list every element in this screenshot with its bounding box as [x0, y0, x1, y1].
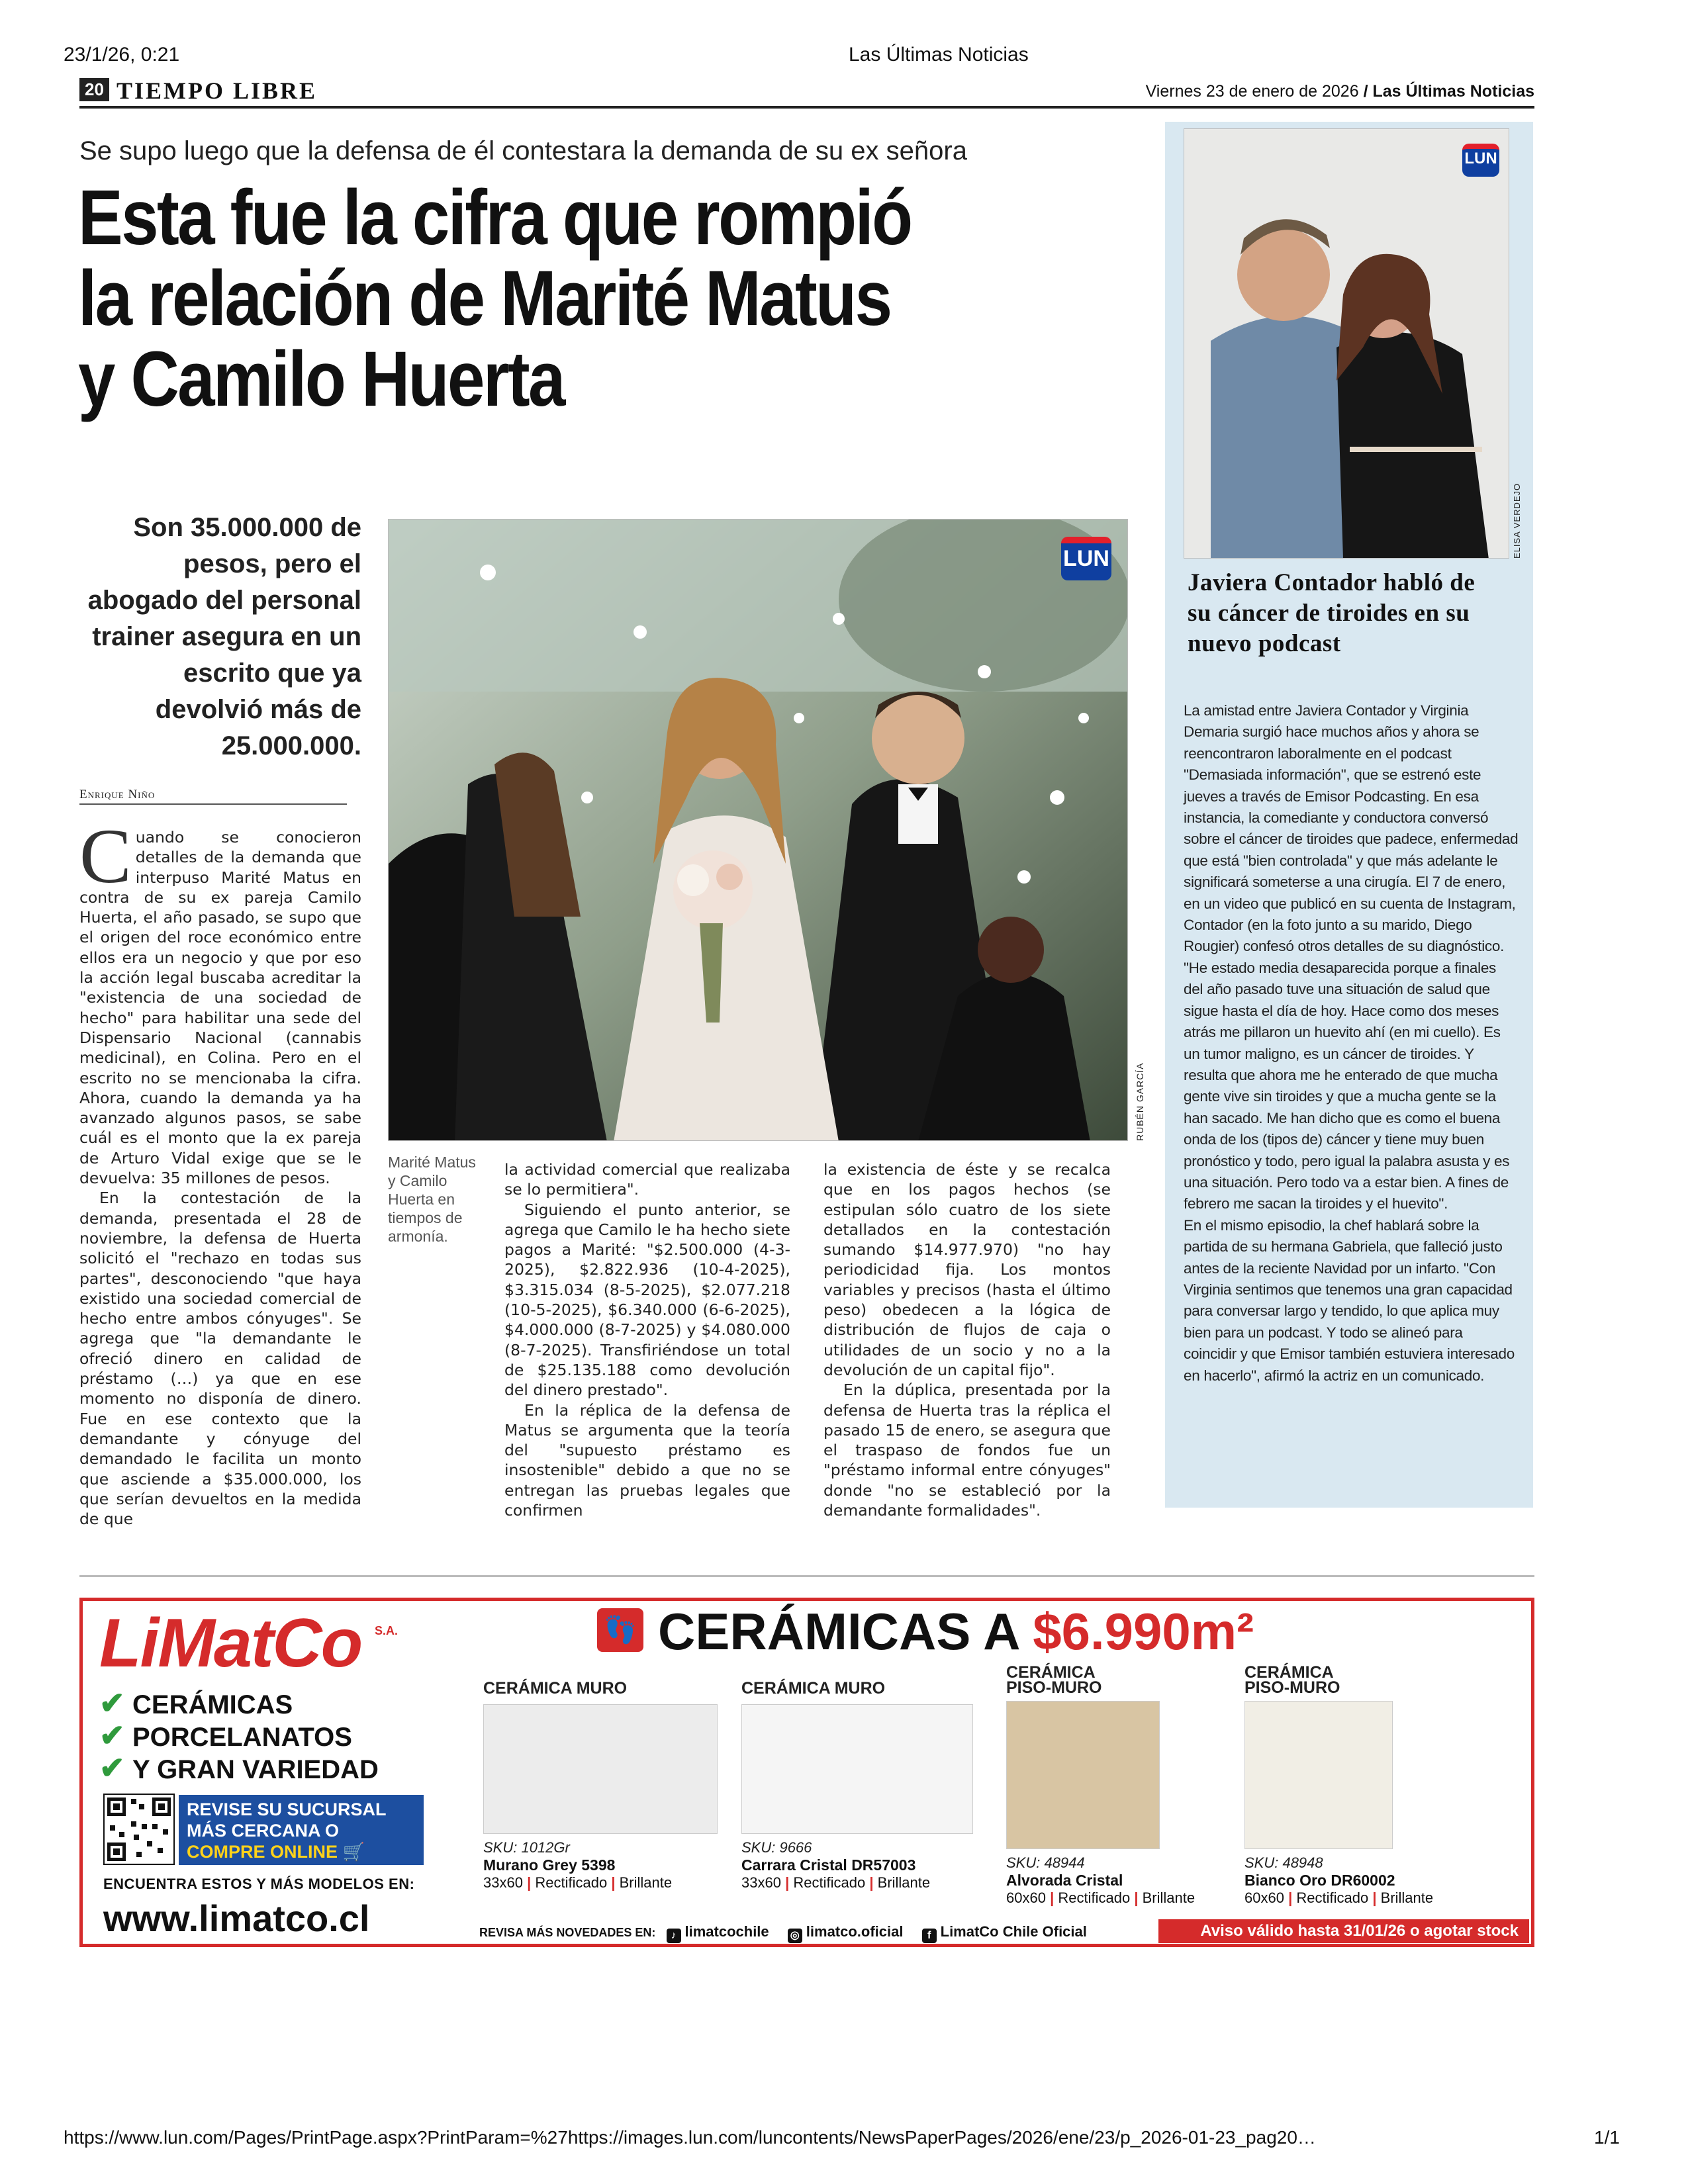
social-facebook[interactable]: f LimatCo Chile Oficial [922, 1923, 1087, 1940]
sidebar-paragraph: La amistad entre Javiera Contador y Virginia Demaria surgió hace muchos años y ahora se reencontraron laboralmente en el podcast "Demasiada información", que se estrenó este jueves a través de Emisor Podcasting. En esa instancia, la comediante y conductora conversó sobre el cáncer de tiroides que padece, enfermedad que está "bien controlada" y que más adelante le significará someterse a una cirugía. El 7 de enero, en un video que publicó en su cuenta de Instagram, Contador (en la foto junto a su marido, Diego Rougier) confesó otros detalles de su diagnóstico. "He estado media desaparecida porque a finales del año pasado tuve una situación de salud que sigue hasta el día de hoy. Hace como dos meses atrás me pillaron un huevito ahí (en mi cuello). Es un tumor maligno, es un cáncer de tiroides. Y resulta que ahora me he enterado de que mucha gente vive sin tiroides y que a mucha gente se la han sacado. Me han dicho que es como el buena onda de los (tipos de) cáncer y tiene muy buen pronóstico y todo, pero igual la palabra asusta y es una situación. Pero todo va a estar bien. A fines de febrero me sacan la tiroides y el huevito". [1184, 702, 1519, 1212]
sidebar-paragraph: En el mismo episodio, la chef hablará sobre la partida de su hermana Gabriela, que falleció justo antes de la reciente Navidad por un infarto. "Con Virginia sentimos que tenemos una gran capacidad para conversar largo y tendido, lo que aplica muy bien para un podcast. Y todo se alineó para coincidir y que Emisor también estuviera interesado en hacerlo", afirmó la actriz en un comunicado. [1184, 1216, 1515, 1384]
main-photo [388, 519, 1128, 1141]
headline-line: y Camilo Huerta [78, 336, 564, 423]
print-footer-url[interactable]: https://www.lun.com/Pages/PrintPage.aspx?PrintParam=%27https://images.lun.com/luncontents/NewsPaperPages/2026/ene/23/p_2026-01-23_pag20… [64, 2127, 1316, 2148]
article-paragraph: la existencia de éste y se recalca que en los pagos hechos (se estipulan sólo cuatro de los siete detallados en la contestación sumando $14.977.970) "no hay periodicidad fija. Los montos variables y precisos (hasta el último peso) obedecen a la lógica de distribución de flujos de caja o utilidades de un socio y no a la devolución de un capital fijo". [823, 1160, 1111, 1379]
product-sku: SKU: 48944 [1006, 1854, 1085, 1871]
sidebar-lun-badge: LUN [1462, 144, 1499, 177]
social-tiktok[interactable]: ♪ limatcochile [667, 1923, 769, 1940]
product-name: Carrara Cristal DR57003 [741, 1856, 916, 1874]
product-spec: 60x60 | Rectificado | Brillante [1244, 1889, 1434, 1906]
product-spec: 60x60 | Rectificado | Brillante [1006, 1889, 1196, 1906]
header-date: Viernes 23 de enero de 2026 [1145, 82, 1359, 101]
photo-credit: RUBÉN GARCÍA [1135, 1062, 1145, 1141]
product-card[interactable] [741, 1665, 980, 1891]
cart-icon: 🛒 [342, 1842, 365, 1862]
headline-line: la relación de Marité Matus [78, 255, 891, 342]
article-paragraph: En la contestación de la demanda, presentada el 28 de noviembre, la defensa de Huerta solicitó el "rechazo en todas sus partes", desconociendo "que haya existido una sociedad comercial de hecho entre ambos cónyuges". Se agrega que "la demandante le ofreció dinero en calidad de préstamo (…) ya que en ese momento no disponía de dinero. Fue en ese contexto que la demandante y cónyuge del demandado le facilita un monto que asciende a $35.000.000, los que serían devueltos en la medida de que [79, 1189, 361, 1529]
photo-caption: Marité Matus y Camilo Huerta en tiempos de armonía. [388, 1154, 476, 1245]
facebook-icon: f [922, 1929, 937, 1943]
ad-logo-suffix: S.A. [375, 1624, 399, 1637]
headline-line: Esta fue la cifra que rompió [78, 174, 912, 261]
product-type: CERÁMICA PISO-MURO [1006, 1663, 1102, 1697]
sidebar-title: Javiera Contador habló de su cáncer de tiroides en su nuevo podcast [1188, 569, 1476, 657]
footprint-icon: 👣 [597, 1608, 643, 1652]
header-separator: / [1363, 82, 1368, 101]
article-paragraph: En la réplica de la defensa de Matus se argumenta que la teoría del "supuesto préstamo es insostenible" debido a que no se entregan las pruebas legales que confirmen [504, 1400, 790, 1520]
article-paragraph: la actividad comercial que realizaba se lo permitiera". [504, 1160, 790, 1199]
ad-validity: Aviso válido hasta 31/01/26 o agotar stock [1158, 1919, 1529, 1943]
ad-store-callout[interactable] [179, 1795, 424, 1865]
ad-headline-text: CERÁMICAS A [658, 1602, 1033, 1661]
product-name: Bianco Oro DR60002 [1244, 1872, 1395, 1889]
couple-photo-illustration [1184, 129, 1509, 559]
sidebar-photo [1184, 128, 1509, 559]
header-date-line [1146, 82, 1534, 101]
callout-line: COMPRE ONLINE 🛒 [187, 1842, 365, 1862]
article-headline [78, 174, 1046, 423]
product-sku: SKU: 48948 [1244, 1854, 1323, 1871]
article-column-3 [823, 1160, 1111, 1520]
product-name: Alvorada Cristal [1006, 1872, 1123, 1889]
checklist-item: ✔ PORCELANATOS [99, 1718, 352, 1752]
print-datetime: 23/1/26, 0:21 [64, 44, 180, 66]
article-byline: Enrique Niño [79, 788, 156, 801]
checklist-item: ✔ Y GRAN VARIEDAD [99, 1751, 379, 1785]
header-paper-name: Las Últimas Noticias [1372, 82, 1534, 101]
article-kicker: Se supo luego que la defensa de él contestara la demanda de su ex señora [79, 136, 967, 165]
article-column-2 [504, 1160, 790, 1520]
product-type: CERÁMICA MURO [483, 1679, 628, 1698]
callout-line: REVISE SU SUCURSAL [187, 1799, 387, 1819]
product-tile-swatch [1006, 1701, 1160, 1849]
ad-checklist [99, 1688, 379, 1785]
article-paragraph: Siguiendo el punto anterior, se agrega que Camilo le ha hecho siete pagos a Marité: "$2.500.000 (4-3-2025), $2.822.936 (10-4-2025), $3.315.034 (8-5-2025), $2.077.218 (10-5-2025), $6.340.000 (6-6-2025), $4.000.000 (8-7-2025) y $4.080.000 (8-7-2025). Transfiriéndose un total de $25.135.188 como devolución del dinero prestado". [504, 1200, 790, 1400]
ad-url[interactable]: www.limatco.cl [103, 1897, 370, 1939]
product-name: Murano Grey 5398 [483, 1856, 616, 1874]
article-column-1 [79, 813, 361, 1529]
product-type: CERÁMICA PISO-MURO [1244, 1663, 1340, 1697]
check-icon: ✔ [99, 1686, 125, 1720]
checklist-item: ✔ CERÁMICAS [99, 1686, 293, 1720]
instagram-icon: ◎ [788, 1929, 802, 1943]
wedding-photo-illustration [389, 520, 1128, 1141]
callout-line: MÁS CERCANA O [187, 1821, 340, 1841]
product-type: CERÁMICA MURO [741, 1679, 886, 1698]
qr-code-icon[interactable] [103, 1794, 175, 1865]
product-card[interactable] [1244, 1665, 1470, 1907]
header-rule [79, 106, 1534, 109]
byline-rule [79, 803, 347, 805]
product-tile-swatch [483, 1704, 718, 1834]
product-tile-swatch [1244, 1701, 1393, 1849]
product-sku: SKU: 1012Gr [483, 1839, 570, 1856]
page-number: 20 [79, 78, 109, 101]
tiktok-icon: ♪ [667, 1929, 681, 1943]
product-tile-swatch [741, 1704, 973, 1834]
sidebar-body [1184, 700, 1519, 1387]
ad-separator [79, 1575, 1534, 1577]
ad-logo: LiMatCo [99, 1605, 362, 1682]
lun-badge: LUN [1061, 537, 1111, 580]
social-label: REVISA MÁS NOVEDADES EN: [479, 1926, 656, 1939]
product-spec: 33x60 | Rectificado | Brillante [741, 1874, 931, 1891]
check-icon: ✔ [99, 1718, 125, 1752]
sidebar-photo-credit: ELISA VERDEJO [1512, 482, 1522, 559]
ad-find-text: ENCUENTRA ESTOS Y MÁS MODELOS EN: [103, 1876, 415, 1892]
section-name: TIEMPO LIBRE [117, 77, 318, 104]
print-site-title: Las Últimas Noticias [849, 44, 1029, 66]
product-card[interactable] [1006, 1665, 1231, 1907]
product-spec: 33x60 | Rectificado | Brillante [483, 1874, 673, 1891]
ad-headline [658, 1602, 1254, 1662]
product-card[interactable] [483, 1665, 722, 1891]
article-deck: Son 35.000.000 de pesos, pero el abogado del personal trainer asegura en un escrito que ya devolvió más de 25.000.000. [87, 513, 361, 760]
ad-price: $6.990m² [1033, 1602, 1254, 1661]
ad-social-row [479, 1923, 1087, 1943]
check-icon: ✔ [99, 1751, 125, 1785]
social-instagram[interactable]: ◎ limatco.oficial [788, 1923, 904, 1940]
article-paragraph: Cuando se conocieron detalles de la demanda que interpuso Marité Matus en contra de su ex pareja Camilo Huerta, el año pasado, se supo que el origen del roce económico entre ellos era un negocio y que por eso la acción legal buscaba acreditar la "existencia de una sociedad de hecho" para habilitar una sede del Dispensario Nacional (cannabis medicinal), en Colina. Pero en el escrito no se mencionaba la cifra. Ahora, cuando la demanda ya ha avanzado algunos pasos, se sabe cuál es el monto que la ex pareja de Arturo Vidal exige que se le devuelva: 35 millones de pesos. [79, 813, 361, 1188]
article-paragraph: En la dúplica, presentada por la defensa de Huerta tras la réplica el pasado 15 de enero, se asegura que el traspaso de fondos fue un "préstamo informal entre cónyuges" donde "no se estableció por la demandante formalidades". [823, 1381, 1111, 1520]
dropcap: C [79, 813, 132, 899]
product-sku: SKU: 9666 [741, 1839, 812, 1856]
print-page-count: 1/1 [1594, 2127, 1620, 2148]
